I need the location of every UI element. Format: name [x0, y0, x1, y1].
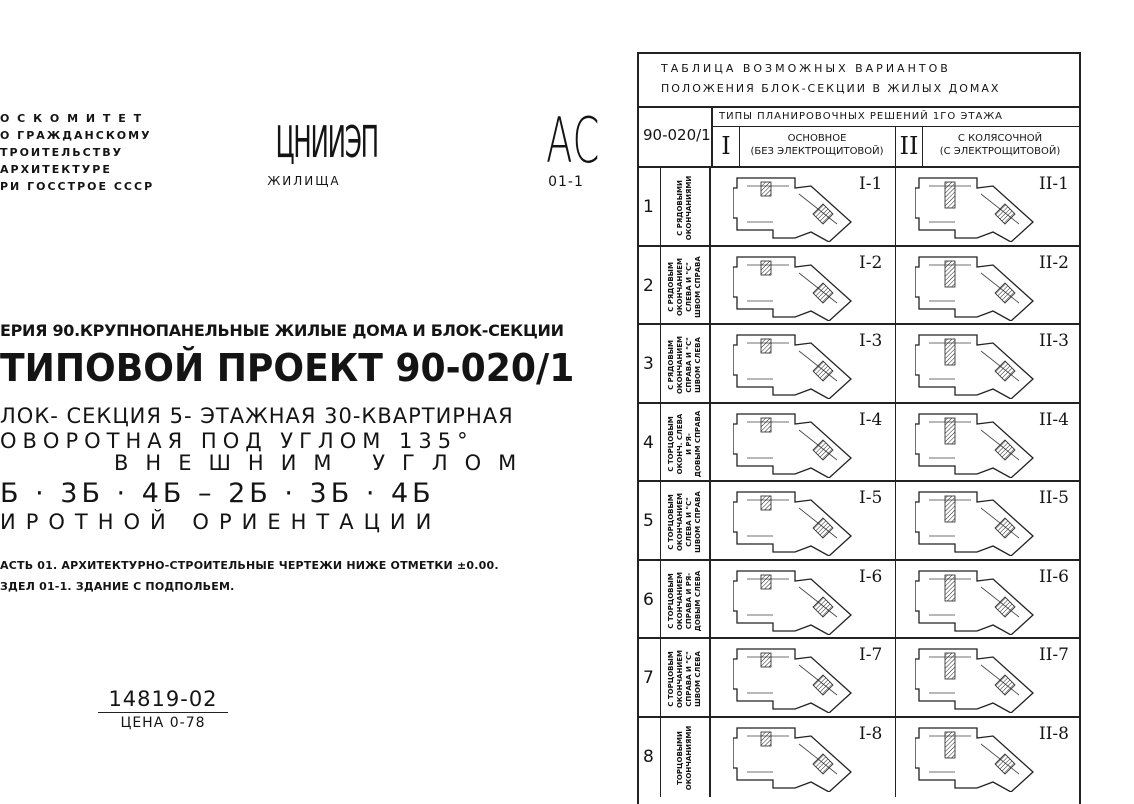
- plan-variant-label: II-4: [1039, 410, 1069, 430]
- plan-variant-label: I-3: [859, 331, 883, 351]
- col2-roman: II: [895, 127, 923, 166]
- logo-text: ЦНИИЭП: [275, 117, 378, 168]
- row-condition-label: [660, 561, 711, 640]
- org-line: ТРОИТЕЛЬСТВУ: [0, 146, 124, 159]
- plan-variant: [733, 643, 863, 717]
- col2-label: С КОЛЯСОЧНОЙ (С ЭЛЕКТРОЩИТОВОЙ): [939, 133, 1061, 157]
- floor-plan-sketch: [733, 329, 863, 399]
- row-number: 1: [643, 196, 654, 217]
- plan-variant: [733, 408, 863, 482]
- row-number: 8: [643, 746, 654, 767]
- plan-variant: [733, 722, 863, 796]
- row-condition-label: [660, 404, 711, 483]
- plan-variant: [915, 643, 1045, 717]
- org-line: РИ ГОССТРОЕ СССР: [0, 180, 155, 193]
- part-description: АСТЬ 01. АРХИТЕКТУРНО-СТРОИТЕЛЬНЫЕ ЧЕРТЕЖИ НИЖЕ ОТМЕТКИ ±0.00.: [0, 559, 499, 572]
- floor-plan-sketch: [915, 251, 1045, 321]
- description-line: ОВОРОТНАЯ ПОД УГЛОМ 135°: [0, 429, 474, 453]
- row-number: 3: [643, 353, 654, 374]
- plan-variant: [915, 722, 1045, 796]
- row-condition-text: С ТОРЦОВЫМ ОКОНЧАНИЕМ СЛЕВА И "С" ШВОМ СПРАВА: [667, 490, 702, 553]
- plan-variant: [733, 329, 863, 403]
- floor-plan-sketch: [915, 565, 1045, 635]
- org-line: АРХИТЕКТУРЕ: [0, 163, 112, 176]
- floor-plan-sketch: [733, 408, 863, 478]
- table-row: [639, 716, 1079, 797]
- plan-variant: [915, 251, 1045, 325]
- plan-variant-label: II-8: [1039, 724, 1069, 744]
- plan-variant-label: II-3: [1039, 331, 1069, 351]
- description-line: ВНЕШНИМ УГЛОМ: [114, 451, 534, 475]
- plan-variant-label: I-8: [859, 724, 883, 744]
- row-condition-label: [660, 325, 711, 404]
- org-line: О ГРАЖДАНСКОМУ: [0, 129, 152, 142]
- plan-variant-label: I-2: [859, 253, 883, 273]
- floor-plan-sketch: [733, 643, 863, 713]
- variants-table: [637, 52, 1081, 804]
- plan-variant-label: I-1: [859, 174, 883, 194]
- table-title-line: ПОЛОЖЕНИЯ БЛОК-СЕКЦИИ В ЖИЛЫХ ДОМАХ: [661, 82, 1001, 95]
- row-condition-text: С РЯДОВЫМИ ОКОНЧАНИЯМИ: [676, 175, 693, 240]
- column-divider: [895, 325, 896, 404]
- row-condition-text: С РЯДОВЫМ ОКОНЧАНИЕМ СПРАВА И "С" ШВОМ СЛЕВА: [667, 335, 702, 394]
- row-condition-text: С РЯДОВЫМ ОКОНЧАНИЕМ СЛЕВА И "С" ШВОМ СПРАВА: [667, 255, 702, 318]
- org-line: О С К О М И Т Е Т: [0, 112, 144, 125]
- floor-plan-sketch: [733, 251, 863, 321]
- section-types: Б · 3Б · 4Б – 2Б · 3Б · 4Б: [0, 478, 435, 509]
- description-line: ЛОК- СЕКЦИЯ 5- ЭТАЖНАЯ 30-КВАРТИРНАЯ: [0, 404, 514, 428]
- plan-variant-label: II-7: [1039, 645, 1069, 665]
- types-header-text: ТИПЫ ПЛАНИРОВОЧНЫХ РЕШЕНИЙ 1ГО ЭТАЖА: [719, 111, 1003, 122]
- table-row: [639, 245, 1079, 326]
- price: ЦЕНА 0-78: [120, 715, 206, 731]
- column-divider: [895, 247, 896, 326]
- plan-variant-label: I-5: [859, 488, 883, 508]
- row-condition-label: [660, 482, 711, 561]
- floor-plan-sketch: [733, 722, 863, 792]
- floor-plan-sketch: [915, 486, 1045, 556]
- row-condition-label: [660, 168, 711, 247]
- row-number: 4: [643, 432, 654, 453]
- row-number: 2: [643, 275, 654, 296]
- floor-plan-sketch: [915, 329, 1045, 399]
- section-description: ЗДЕЛ 01-1. ЗДАНИЕ С ПОДПОЛЬЕМ.: [0, 580, 235, 593]
- plan-variant-label: II-1: [1039, 174, 1069, 194]
- column-divider: [895, 482, 896, 561]
- plan-variant-label: II-6: [1039, 567, 1069, 587]
- plan-variant-label: I-6: [859, 567, 883, 587]
- plan-variant: [915, 329, 1045, 403]
- plan-variant: [733, 172, 863, 246]
- row-condition-text: С ТОРЦОВЫМ ОКОНЧ. СЛЕВА И РЯ- ДОВЫМ СПРАВА: [667, 410, 702, 477]
- album-mark-letters: АС: [546, 104, 600, 177]
- album-code: 01-1: [548, 174, 584, 190]
- plan-variant: [915, 172, 1045, 246]
- types-header: [713, 108, 1079, 127]
- table-row: [639, 637, 1079, 718]
- table-row: [639, 323, 1079, 404]
- table-row: [639, 559, 1079, 640]
- floor-plan-sketch: [733, 486, 863, 556]
- plan-variant: [915, 408, 1045, 482]
- table-row: [639, 480, 1079, 561]
- row-number: 5: [643, 510, 654, 531]
- row-condition-text: С ТОРЦОВЫМ ОКОНЧАНИЕМ СПРАВА И РЯ- ДОВЫМ СЛЕВА: [667, 570, 702, 631]
- row-condition-label: [660, 718, 711, 797]
- plan-variant: [733, 486, 863, 560]
- column-divider: [895, 639, 896, 718]
- institute-logo: [258, 108, 378, 198]
- column-divider: [895, 561, 896, 640]
- catalog-number: 14819-02: [98, 687, 228, 713]
- plan-variant-label: II-5: [1039, 488, 1069, 508]
- plan-variant-label: II-2: [1039, 253, 1069, 273]
- row-condition-label: [660, 639, 711, 718]
- plan-variant: [915, 565, 1045, 639]
- floor-plan-sketch: [733, 172, 863, 242]
- catalog-stamp: [98, 687, 228, 733]
- series-title: ЕРИЯ 90.КРУПНОПАНЕЛЬНЫЕ ЖИЛЫЕ ДОМА И БЛОК-СЕКЦИИ: [0, 321, 564, 340]
- table-row: [639, 166, 1079, 247]
- plan-variant: [733, 565, 863, 639]
- album-mark: [534, 104, 598, 190]
- logo-subtitle: ЖИЛИЩА: [267, 174, 341, 188]
- row-condition-text: С ТОРЦОВЫМ ОКОНЧАНИЕМ СПРАВА И "С" ШВОМ СЛЕВА: [667, 649, 702, 708]
- column-divider: [895, 718, 896, 797]
- plan-variant: [733, 251, 863, 325]
- description-line: ИРОТНОЙ ОРИЕНТАЦИИ: [0, 510, 442, 534]
- column-divider: [895, 404, 896, 483]
- col1-roman: I: [713, 127, 740, 166]
- floor-plan-sketch: [915, 408, 1045, 478]
- project-code-cell: [639, 108, 713, 166]
- row-number: 7: [643, 667, 654, 688]
- row-number: 6: [643, 589, 654, 610]
- table-title: [639, 54, 1079, 108]
- organization-name: [0, 110, 154, 195]
- table-row: [639, 402, 1079, 483]
- table-title-line: ТАБЛИЦА ВОЗМОЖНЫХ ВАРИАНТОВ: [661, 62, 951, 75]
- project-title: ТИПОВОЙ ПРОЕКТ 90-020/1: [0, 346, 575, 390]
- column-divider: [895, 168, 896, 247]
- plan-variant: [915, 486, 1045, 560]
- floor-plan-sketch: [915, 172, 1045, 242]
- floor-plan-sketch: [915, 643, 1045, 713]
- project-code: 90-020/1: [643, 126, 711, 144]
- floor-plan-sketch: [733, 565, 863, 635]
- plan-variant-label: I-7: [859, 645, 883, 665]
- row-condition-text: ТОРЦОВЫМИ ОКОНЧАНИЯМИ: [676, 725, 693, 790]
- row-condition-label: [660, 247, 711, 326]
- plan-variant-label: I-4: [859, 410, 883, 430]
- floor-plan-sketch: [915, 722, 1045, 792]
- col1-label: ОСНОВНОЕ (БЕЗ ЭЛЕКТРОЩИТОВОЙ): [750, 133, 884, 157]
